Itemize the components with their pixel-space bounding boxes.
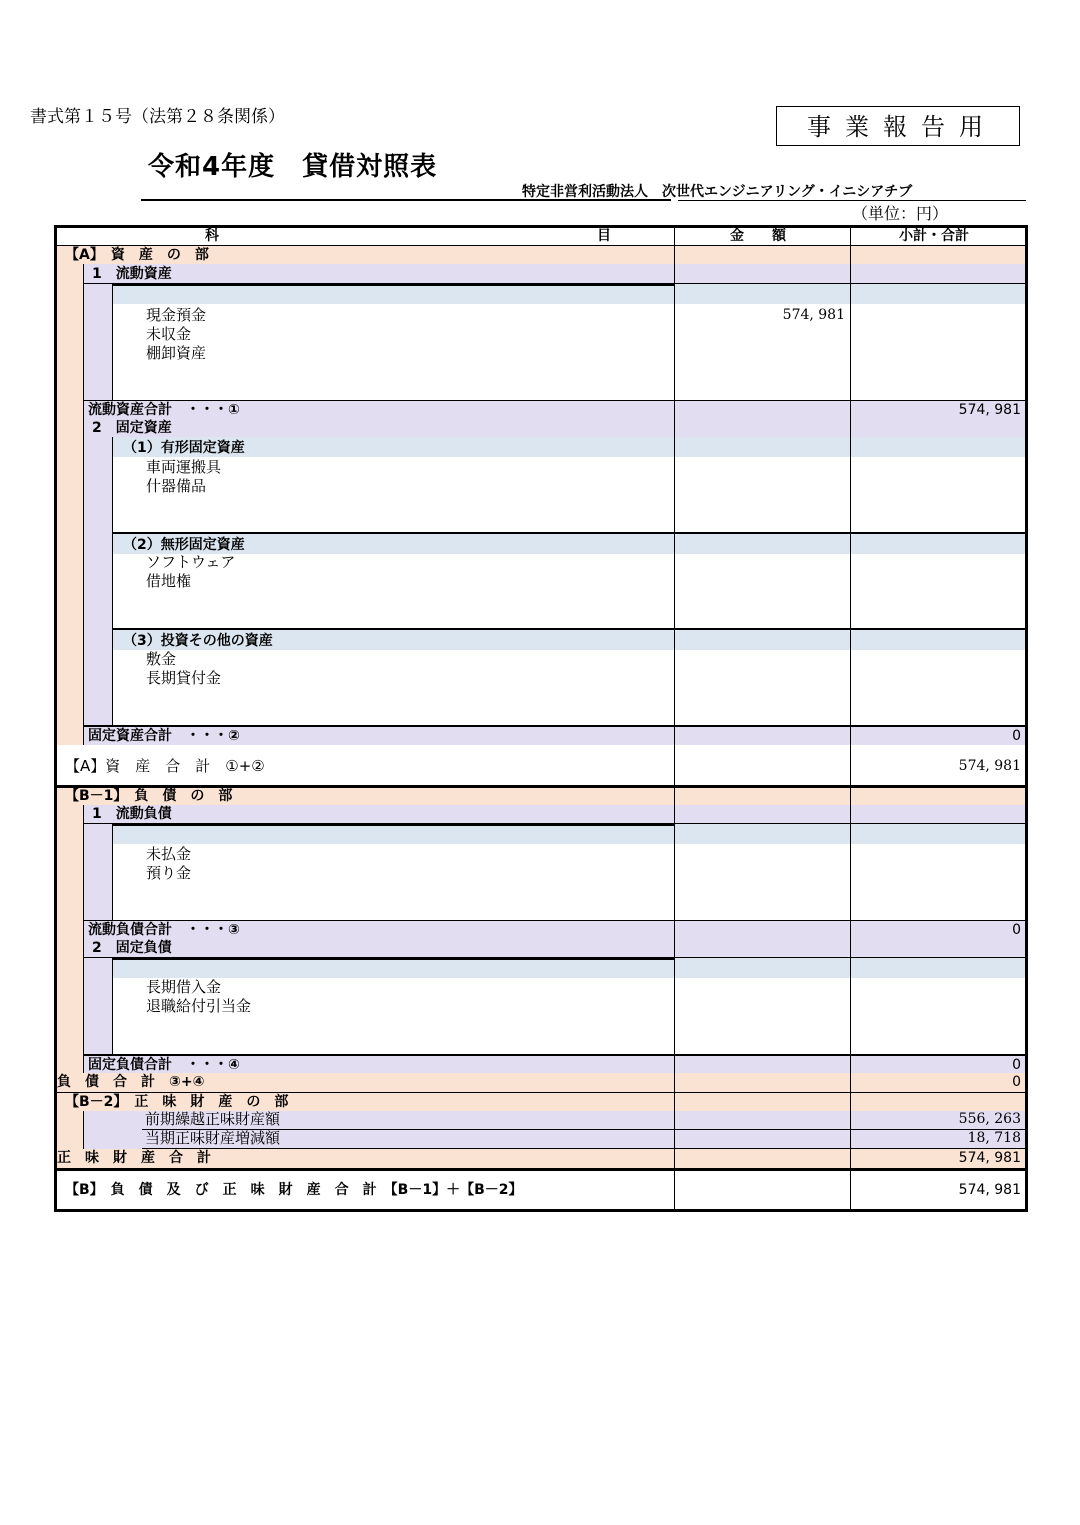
current-assets-total-label: 流動資産合計 ・・・① xyxy=(88,402,240,418)
assets-section-row xyxy=(57,246,1025,265)
current-liabilities-heading-row xyxy=(84,805,1025,824)
grand-total-value: 574, 981 xyxy=(958,1182,1021,1198)
current-assets-heading: 1 流動資産 xyxy=(92,266,172,282)
investments-heading: （3）投資その他の資産 xyxy=(123,633,273,649)
subtotal-header-label: 小計・合計 xyxy=(899,228,969,244)
liabilities-total-value: 0 xyxy=(1012,1074,1021,1090)
fixed-liabilities-total-value: 0 xyxy=(1012,1057,1021,1073)
investments-block xyxy=(113,630,1025,726)
amount-header-label: 金 額 xyxy=(730,228,786,244)
net-assets-change-label: 当期正味財産増減額 xyxy=(145,1129,281,1147)
subject-header-left: 科 xyxy=(205,228,219,244)
fixed-assets-strip xyxy=(84,437,114,726)
accounts-receivable-item: 未収金 xyxy=(146,325,192,343)
assets-indent-strip xyxy=(57,264,85,745)
current-assets-strip xyxy=(84,284,114,400)
fixed-liabilities-body xyxy=(113,958,1025,1054)
prior-net-assets-value: 556, 263 xyxy=(958,1111,1021,1127)
fixed-assets-total-value: 0 xyxy=(1012,728,1021,744)
fixed-liabilities-total-row xyxy=(84,1054,1025,1075)
assets-total-row xyxy=(57,745,1025,788)
inventory-item: 棚卸資産 xyxy=(146,344,207,362)
net-assets-change-row xyxy=(142,1130,1025,1149)
net-assets-inner-strip xyxy=(84,1111,142,1149)
retirement-allowance-item: 退職給付引当金 xyxy=(146,997,252,1015)
current-assets-body xyxy=(113,284,1025,400)
fixed-assets-heading-row xyxy=(84,419,1025,438)
leasehold-item: 借地権 xyxy=(146,572,192,590)
fixed-liabilities-heading-row xyxy=(84,939,1025,958)
deposits-received-item: 預り金 xyxy=(146,864,192,882)
tangible-assets-block xyxy=(113,437,1025,534)
current-assets-heading-row xyxy=(84,264,1025,284)
fixed-liabilities-total-label: 固定負債合計 ・・・④ xyxy=(88,1057,240,1073)
assets-section-label: 【A】 資 産 の 部 xyxy=(65,247,209,263)
liabilities-indent-strip xyxy=(57,805,85,1073)
assets-total-label: 【A】資 産 合 計 ①+② xyxy=(65,757,265,775)
current-liabilities-heading: 1 流動負債 xyxy=(92,806,172,822)
fixed-assets-total-label: 固定資産合計 ・・・② xyxy=(88,728,240,744)
organization-name: 特定非営利活動法人 次世代エンジニアリング・イニシアチブ xyxy=(522,184,913,200)
grand-total-label: 【B】 負 債 及 び 正 味 財 産 合 計 【B－1】＋【B－2】 xyxy=(65,1182,523,1198)
unit-label: （単位：円） xyxy=(852,204,949,223)
current-liabilities-strip xyxy=(84,824,114,920)
liabilities-section-row xyxy=(57,788,1025,806)
net-assets-section-label: 【B－2】 正 味 財 産 の 部 xyxy=(65,1094,289,1110)
liabilities-section-label: 【B－1】 負 債 の 部 xyxy=(65,788,233,804)
cash-deposits-item: 現金預金 xyxy=(146,306,207,324)
intangible-assets-heading: （2）無形固定資産 xyxy=(123,537,245,553)
prior-net-assets-row xyxy=(142,1111,1025,1130)
grand-total-row xyxy=(57,1171,1025,1209)
current-liabilities-total-value: 0 xyxy=(1012,922,1021,938)
current-assets-total-row xyxy=(84,400,1025,420)
fixed-liabilities-strip xyxy=(84,958,114,1054)
liabilities-total-label: 負 債 合 計 ③+④ xyxy=(57,1074,205,1090)
prior-net-assets-label: 前期繰越正味財産額 xyxy=(145,1110,281,1128)
long-term-loans-item: 長期貸付金 xyxy=(146,669,222,687)
net-assets-total-row xyxy=(57,1149,1025,1171)
software-item: ソフトウェア xyxy=(146,553,236,571)
amount-header xyxy=(674,228,850,245)
current-assets-total-value: 574, 981 xyxy=(958,402,1021,418)
current-liabilities-body xyxy=(113,824,1025,920)
vehicles-item: 車両運搬具 xyxy=(146,458,222,476)
business-report-stamp: 事業報告用 xyxy=(776,106,1020,146)
net-assets-indent-strip xyxy=(57,1111,85,1149)
fixed-assets-total-row xyxy=(84,725,1025,747)
page-title: 令和4年度 貸借対照表 xyxy=(148,152,438,182)
assets-total-value: 574, 981 xyxy=(958,758,1021,774)
fixtures-item: 什器備品 xyxy=(146,477,207,495)
subject-header-right: 目 xyxy=(597,228,611,244)
net-assets-total-label: 正 味 財 産 合 計 xyxy=(57,1150,211,1166)
accounts-payable-item: 未払金 xyxy=(146,845,192,863)
column-header-row xyxy=(57,228,1025,246)
net-assets-total-value: 574, 981 xyxy=(958,1150,1021,1166)
current-liabilities-total-label: 流動負債合計 ・・・③ xyxy=(88,922,240,938)
net-assets-change-value: 18, 718 xyxy=(967,1130,1021,1146)
liabilities-total-row xyxy=(57,1073,1025,1093)
subtotal-header xyxy=(850,228,1025,245)
current-liabilities-total-row xyxy=(84,920,1025,940)
fixed-liabilities-heading: 2 固定負債 xyxy=(92,940,172,956)
cash-deposits-amount: 574, 981 xyxy=(782,307,845,323)
tangible-assets-heading: （1）有形固定資産 xyxy=(123,440,245,456)
deposits-item: 敷金 xyxy=(146,650,177,668)
fixed-assets-heading: 2 固定資産 xyxy=(92,420,172,436)
intangible-assets-block xyxy=(113,534,1025,629)
subject-header xyxy=(57,228,674,245)
form-number: 書式第１５号（法第２８条関係） xyxy=(30,107,285,127)
long-term-borrowings-item: 長期借入金 xyxy=(146,978,222,996)
